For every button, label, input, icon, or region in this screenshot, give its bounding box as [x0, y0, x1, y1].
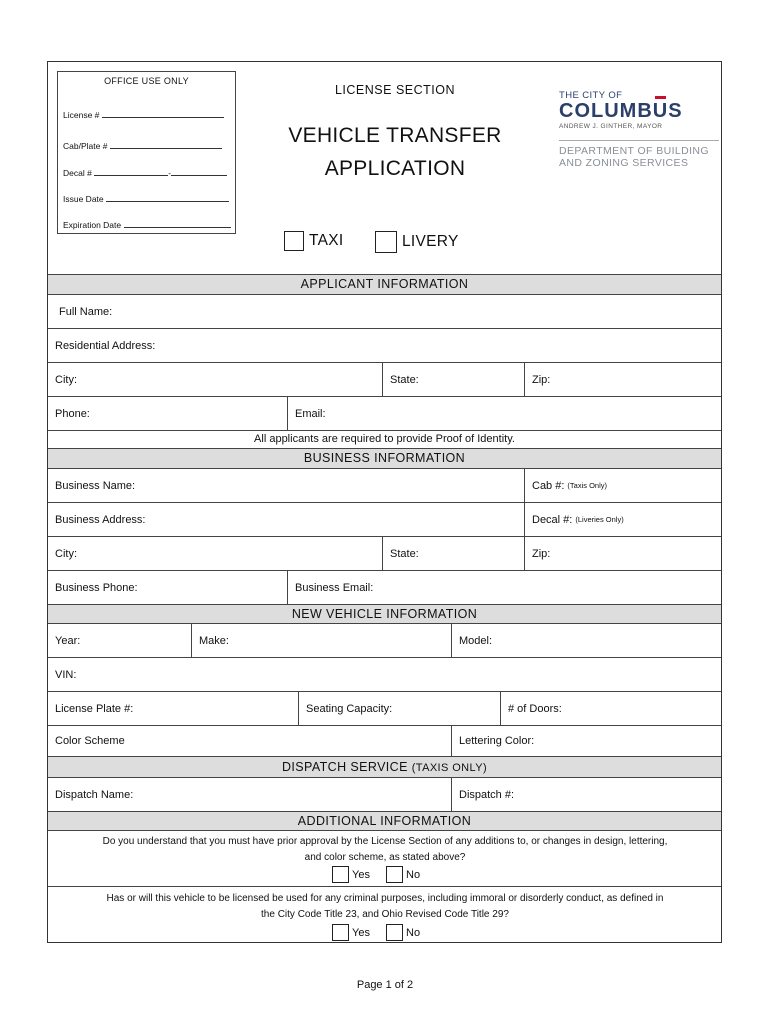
full-name-row — [48, 295, 721, 329]
city-of-columbus-logo — [559, 90, 721, 170]
taxi-option — [284, 231, 344, 251]
business-zip-field[interactable] — [524, 537, 721, 570]
plate-seating-doors-row — [48, 692, 721, 726]
applicant-city-label: City: — [55, 373, 77, 386]
dispatch-row — [48, 778, 721, 811]
approval-question — [70, 834, 700, 866]
license-plate-label: License Plate #: — [55, 702, 134, 715]
logo-dept-line1: DEPARTMENT OF BUILDING — [559, 145, 709, 157]
business-state-field[interactable] — [382, 537, 524, 570]
approval-question-line1: Do you understand that you must have prior approval by the License Section of any additions to, or changes in design, lettering, — [102, 836, 668, 847]
livery-checkbox[interactable] — [375, 231, 397, 253]
dispatch-header-main: DISPATCH SERVICE — [281, 760, 408, 774]
applicant-zip-field[interactable] — [524, 363, 721, 396]
office-use-title: OFFICE USE ONLY — [104, 76, 189, 86]
office-license-label: License # — [63, 110, 100, 120]
year-field[interactable] — [48, 624, 191, 657]
business-address-field[interactable] — [48, 503, 524, 536]
business-phone-field[interactable] — [48, 571, 287, 605]
doors-label: # of Doors: — [508, 702, 562, 715]
office-decal-dash: - — [168, 168, 172, 178]
office-decal-field-1[interactable] — [94, 166, 168, 176]
taxi-label: TAXI — [309, 232, 344, 249]
applicant-zip-label: Zip: — [532, 373, 551, 386]
doors-field[interactable] — [500, 692, 721, 725]
office-cab-plate-line — [63, 139, 222, 151]
applicant-email-label: Email: — [295, 407, 326, 420]
office-license-line — [63, 108, 224, 120]
decal-number-field[interactable] — [524, 503, 721, 536]
decal-number-label: Decal #: — [532, 513, 573, 526]
form-title — [270, 119, 520, 185]
approval-yes-label: Yes — [352, 868, 370, 881]
approval-no-checkbox[interactable] — [386, 866, 403, 883]
approval-question-line2: and color scheme, as stated above? — [304, 852, 466, 863]
office-decal-field-2[interactable] — [171, 166, 227, 176]
business-zip-label: Zip: — [532, 547, 551, 560]
applicant-phone-field[interactable] — [48, 397, 287, 430]
business-address-row — [48, 503, 721, 537]
additional-divider — [48, 886, 721, 887]
applicant-phone-label: Phone: — [55, 407, 90, 420]
logo-columbus — [559, 101, 721, 122]
livery-option — [375, 231, 459, 253]
criminal-use-question — [70, 891, 700, 923]
criminal-no-option — [386, 924, 420, 941]
office-issue-date-label: Issue Date — [63, 194, 104, 204]
model-label: Model: — [459, 634, 493, 647]
logo-dept-line2: AND ZONING SERVICES — [559, 157, 689, 169]
business-city-field[interactable] — [48, 537, 382, 570]
criminal-use-question-line2: the City Code Title 23, and Ohio Revised Code Title 29? — [261, 909, 509, 920]
vin-field[interactable] — [48, 658, 721, 691]
license-plate-field[interactable] — [48, 692, 298, 725]
applicant-city-field[interactable] — [48, 363, 382, 396]
cab-number-label: Cab #: — [532, 479, 565, 492]
color-scheme-field[interactable] — [48, 726, 451, 756]
seating-capacity-label: Seating Capacity: — [306, 702, 393, 715]
approval-yes-option — [332, 866, 370, 883]
approval-no-label: No — [406, 868, 421, 881]
residential-address-field[interactable] — [48, 329, 721, 362]
business-state-label: State: — [390, 547, 419, 560]
vin-label: VIN: — [55, 668, 77, 681]
applicant-info-header: APPLICANT INFORMATION — [48, 274, 721, 295]
dispatch-name-field[interactable] — [48, 778, 451, 811]
logo-divider — [559, 140, 719, 141]
full-name-label: Full Name: — [59, 305, 113, 318]
applicant-city-row — [48, 363, 721, 397]
business-name-field[interactable] — [48, 469, 524, 502]
color-scheme-label: Color Scheme — [55, 735, 125, 747]
make-label: Make: — [199, 634, 229, 647]
year-make-model-row — [48, 624, 721, 658]
additional-info-header: ADDITIONAL INFORMATION — [48, 811, 721, 831]
seating-capacity-field[interactable] — [298, 692, 500, 725]
business-email-field[interactable] — [287, 571, 721, 605]
form-title-line2: APPLICATION — [324, 157, 466, 180]
logo-mayor: ANDREW J. GINTHER, MAYOR — [559, 123, 663, 130]
residential-address-label: Residential Address: — [55, 339, 156, 352]
dispatch-name-label: Dispatch Name: — [55, 788, 134, 801]
criminal-yes-option — [332, 924, 370, 941]
cab-number-note: (Taxis Only) — [567, 481, 608, 490]
office-expiration-date-line — [63, 218, 231, 230]
cab-number-field[interactable] — [524, 469, 721, 502]
approval-no-option — [386, 866, 420, 883]
dispatch-number-label: Dispatch #: — [459, 788, 515, 801]
office-expiration-date-field[interactable] — [124, 218, 231, 228]
applicant-phone-row — [48, 397, 721, 431]
year-label: Year: — [55, 634, 81, 647]
business-address-label: Business Address: — [55, 513, 146, 526]
livery-label: LIVERY — [402, 233, 459, 250]
office-use-box — [57, 71, 236, 234]
business-phone-row — [48, 571, 721, 605]
criminal-no-checkbox[interactable] — [386, 924, 403, 941]
lettering-color-label: Lettering Color: — [459, 735, 535, 747]
office-decal-label: Decal # — [63, 168, 92, 178]
criminal-no-label: No — [406, 926, 421, 939]
decal-number-note: (Liveries Only) — [575, 515, 624, 524]
office-license-field[interactable] — [102, 108, 224, 118]
residential-address-row — [48, 329, 721, 363]
new-vehicle-info-header: NEW VEHICLE INFORMATION — [48, 604, 721, 624]
make-field[interactable] — [191, 624, 451, 657]
dispatch-number-field[interactable] — [451, 778, 721, 811]
business-city-row — [48, 537, 721, 571]
logo-columbus-post: S — [668, 100, 683, 122]
dispatch-service-header — [48, 756, 721, 778]
business-name-row — [48, 469, 721, 503]
office-decal-line — [63, 166, 227, 178]
business-email-label: Business Email: — [295, 582, 374, 594]
criminal-yes-checkbox[interactable] — [332, 924, 349, 941]
full-name-field[interactable] — [52, 295, 712, 328]
approval-yes-checkbox[interactable] — [332, 866, 349, 883]
applicant-email-field[interactable] — [287, 397, 721, 430]
taxi-checkbox[interactable] — [284, 231, 304, 251]
office-cab-plate-label: Cab/Plate # — [63, 141, 108, 151]
logo-city-of: THE CITY OF — [559, 90, 623, 101]
logo-columbus-pre: COLUMB — [559, 100, 653, 122]
proof-of-identity-note: All applicants are required to provide Proof of Identity. — [254, 433, 515, 445]
criminal-yes-label: Yes — [352, 926, 370, 939]
lettering-color-field[interactable] — [451, 726, 721, 756]
office-issue-date-line — [63, 192, 229, 204]
license-section-label: LICENSE SECTION — [334, 83, 456, 97]
vin-row — [48, 658, 721, 692]
criminal-use-question-line1: Has or will this vehicle to be licensed be used for any criminal purposes, including immoral or disorderly conduct, as defined in — [106, 893, 664, 904]
model-field[interactable] — [451, 624, 721, 657]
business-name-label: Business Name: — [55, 479, 136, 492]
dispatch-header-sub: (TAXIS ONLY) — [411, 762, 488, 774]
applicant-state-field[interactable] — [382, 363, 524, 396]
color-lettering-row — [48, 726, 721, 756]
business-city-label: City: — [55, 547, 77, 560]
office-issue-date-field[interactable] — [106, 192, 229, 202]
business-info-header: BUSINESS INFORMATION — [48, 448, 721, 469]
logo-columbus-u: U — [652, 100, 669, 122]
page-number: Page 1 of 2 — [356, 979, 414, 991]
form-title-line1: VEHICLE TRANSFER — [288, 124, 502, 147]
applicant-state-label: State: — [390, 373, 419, 386]
office-cab-plate-field[interactable] — [110, 139, 222, 149]
office-expiration-date-label: Expiration Date — [63, 220, 122, 230]
business-phone-label: Business Phone: — [55, 582, 138, 594]
